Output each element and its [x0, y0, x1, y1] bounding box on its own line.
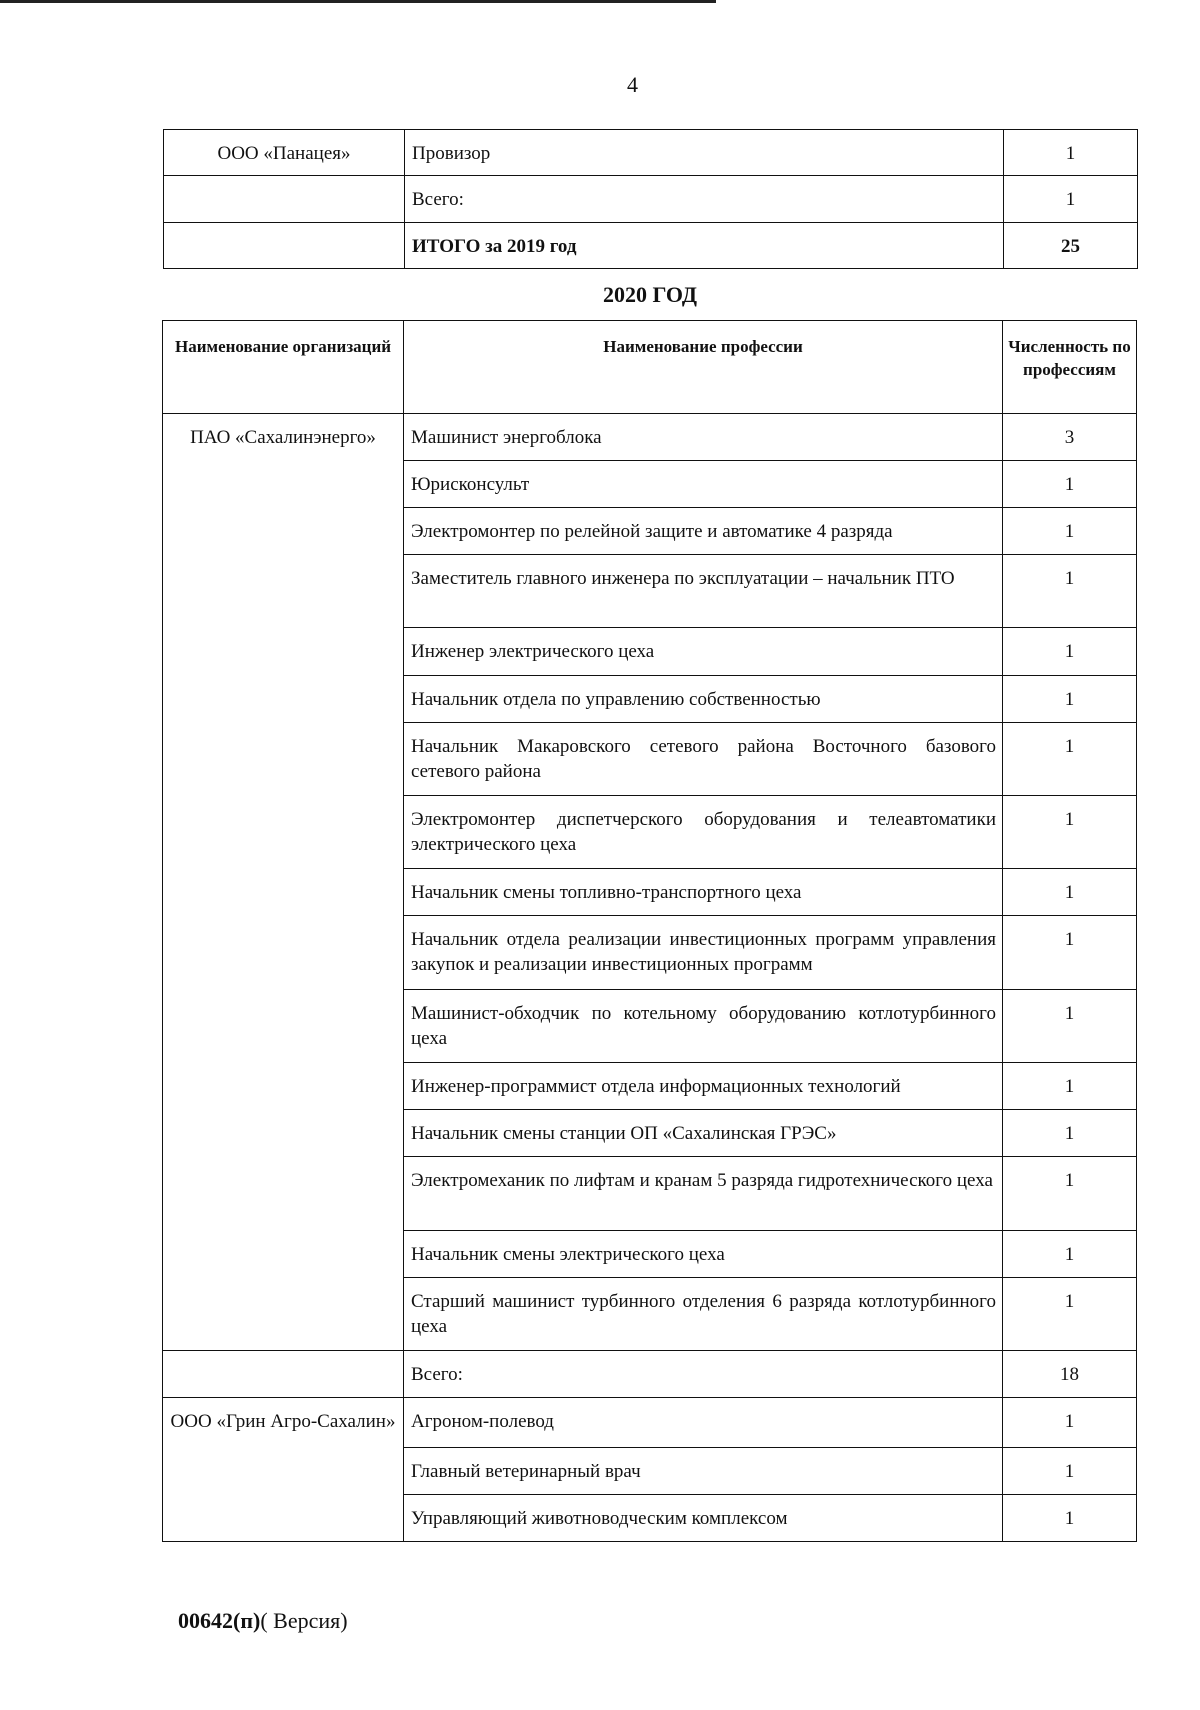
- profession-cell: Юрисконсульт: [404, 461, 1003, 508]
- profession-cell: Электромонтер диспетчерского оборудования и телеавтоматики электрического цеха: [404, 796, 1003, 869]
- count-cell: 1: [1003, 723, 1137, 796]
- count-cell: 3: [1003, 414, 1137, 461]
- org-cell: [164, 223, 405, 269]
- count-cell: 1: [1003, 916, 1137, 990]
- org-cell-green-agro: ООО «Грин Агро-Сахалин»: [163, 1398, 404, 1542]
- table-row: [163, 1398, 1137, 1448]
- profession-cell: Начальник смены электрического цеха: [404, 1231, 1003, 1278]
- count-cell: 1: [1003, 508, 1137, 555]
- count-cell: 1: [1003, 1398, 1137, 1448]
- table-row: [163, 414, 1137, 461]
- org-cell: [163, 1351, 404, 1398]
- total-count: 18: [1003, 1351, 1137, 1398]
- total-label: Всего:: [404, 1351, 1003, 1398]
- grand-total-label: ИТОГО за 2019 год: [405, 223, 1004, 269]
- table-header-row: [163, 321, 1137, 414]
- org-cell: ООО «Панацея»: [164, 130, 405, 176]
- document-footer: [178, 1608, 348, 1634]
- count-cell: 1: [1003, 1495, 1137, 1542]
- profession-cell: Машинист энергоблока: [404, 414, 1003, 461]
- professions-table: [162, 320, 1137, 1542]
- table-row-total: [163, 1351, 1137, 1398]
- count-cell: 1: [1003, 555, 1137, 628]
- profession-cell: Управляющий животноводческим комплексом: [404, 1495, 1003, 1542]
- profession-cell: Провизор: [405, 130, 1004, 176]
- count-cell: 1: [1003, 990, 1137, 1063]
- count-cell: 1: [1003, 461, 1137, 508]
- profession-cell: Старший машинист турбинного отделения 6 разряда котлотурбинного цеха: [404, 1278, 1003, 1351]
- count-cell: 1: [1003, 628, 1137, 676]
- count-cell: 1: [1003, 676, 1137, 723]
- profession-cell: Заместитель главного инженера по эксплуатации – начальник ПТО: [404, 555, 1003, 628]
- profession-cell: Машинист-обходчик по котельному оборудованию котлотурбинного цеха: [404, 990, 1003, 1063]
- count-cell: 1: [1004, 130, 1138, 176]
- org-cell-sakhalinenergo: ПАО «Сахалинэнерго»: [163, 414, 404, 1351]
- header-profession: Наименование профессии: [404, 321, 1003, 414]
- count-cell: 1: [1003, 1231, 1137, 1278]
- page-number: 4: [627, 72, 638, 97]
- header-count: Численность по профессиям: [1003, 321, 1137, 414]
- org-cell: [164, 176, 405, 223]
- count-cell: 1: [1003, 1110, 1137, 1157]
- table-row: [164, 130, 1138, 176]
- profession-cell: Электромеханик по лифтам и кранам 5 разряда гидротехнического цеха: [404, 1157, 1003, 1231]
- count-cell: 1: [1003, 796, 1137, 869]
- profession-cell: Начальник отдела по управлению собственностью: [404, 676, 1003, 723]
- count-cell: 1: [1003, 1448, 1137, 1495]
- profession-cell: Начальник Макаровского сетевого района Восточного базового сетевого района: [404, 723, 1003, 796]
- profession-cell: Агроном-полевод: [404, 1398, 1003, 1448]
- table-row: [164, 176, 1138, 223]
- count-cell: 1: [1003, 1157, 1137, 1231]
- profession-cell: Инженер электрического цеха: [404, 628, 1003, 676]
- count-cell: 1: [1003, 1278, 1137, 1351]
- profession-cell: Начальник отдела реализации инвестиционных программ управления закупок и реализации инвестиционных программ: [404, 916, 1003, 990]
- profession-cell: Инженер-программист отдела информационных технологий: [404, 1063, 1003, 1110]
- profession-cell: Электромонтер по релейной защите и автоматике 4 разряда: [404, 508, 1003, 555]
- count-cell: 1: [1003, 1063, 1137, 1110]
- profession-cell: Начальник смены станции ОП «Сахалинская ГРЭС»: [404, 1110, 1003, 1157]
- count-cell: 1: [1004, 176, 1138, 223]
- count-cell: 1: [1003, 869, 1137, 916]
- top-border-line: [0, 0, 716, 3]
- document-code: 00642(п): [178, 1608, 261, 1633]
- section-title: 2020 ГОД: [602, 282, 698, 307]
- profession-cell: Всего:: [405, 176, 1004, 223]
- document-version: ( Версия): [260, 1608, 348, 1633]
- table-row: [164, 223, 1138, 269]
- header-org: Наименование организаций: [163, 321, 404, 414]
- grand-total-count: 25: [1004, 223, 1138, 269]
- profession-cell: Начальник смены топливно-транспортного цеха: [404, 869, 1003, 916]
- continued-table: [163, 129, 1138, 269]
- profession-cell: Главный ветеринарный врач: [404, 1448, 1003, 1495]
